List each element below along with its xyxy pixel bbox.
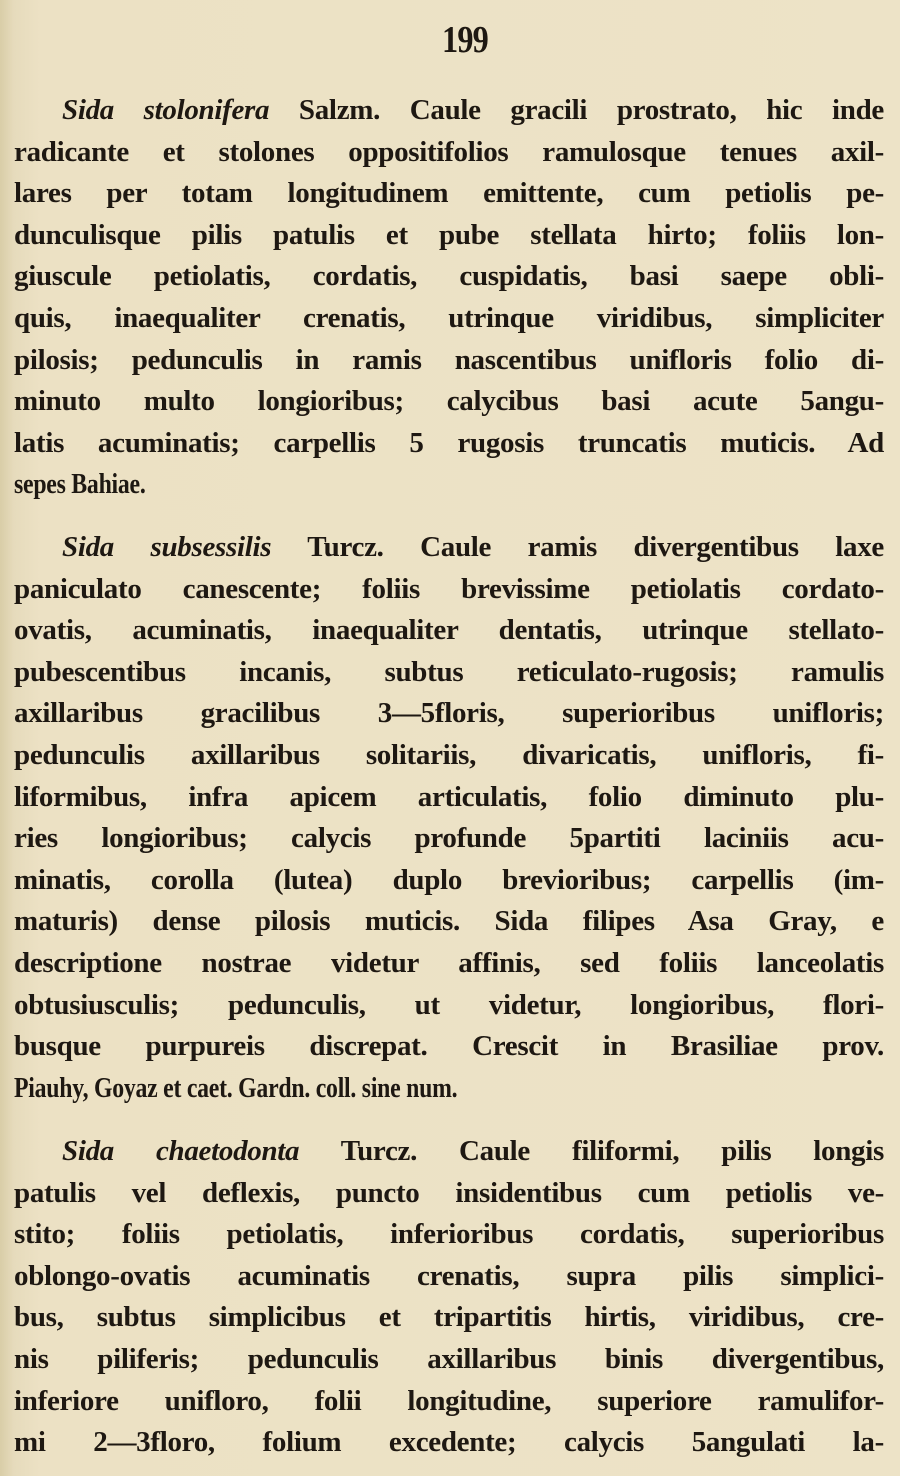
text-line: dunculisque pilis patulis et pube stellata hirto; foliis lon- [14, 218, 884, 251]
text-line: liformibus, infra apicem articulatis, folio diminuto plu- [14, 780, 884, 813]
text-line: ries longioribus; calycis profunde 5partiti laciniis acu- [14, 822, 884, 855]
text-line: paniculato canescente; foliis brevissime petiolatis cordato- [14, 572, 884, 605]
species-name: Sida subsessilis [62, 531, 272, 563]
text-line: giuscule petiolatis, cordatis, cuspidatis, basi saepe obli- [14, 260, 884, 293]
text-line: bus, subtus simplicibus et tripartitis hirtis, viridibus, cre- [14, 1301, 884, 1334]
text-line: stito; foliis petiolatis, inferioribus cordatis, superioribus [14, 1218, 884, 1251]
text-line: sepes Bahiae. [14, 468, 146, 501]
text-line: quis, inaequaliter crenatis, utrinque viridibus, simpliciter [14, 301, 884, 334]
text-line: ovatis, acuminatis, inaequaliter dentatis, utrinque stellato- [14, 614, 884, 647]
text-line: minatis, corolla (lutea) duplo brevioribus; carpellis (im- [14, 863, 884, 896]
text-line: maturis) dense pilosis muticis. Sida filipes Asa Gray, e [14, 905, 884, 938]
text-line: patulis vel deflexis, puncto insidentibus cum petiolis ve- [14, 1176, 884, 1209]
entry-sida-stolonifera [14, 90, 884, 506]
page-number: 199 [442, 19, 488, 61]
text-line: mi 2—3floro, folium excedente; calycis 5angulati la- [14, 1426, 884, 1459]
text-line: pubescentibus incanis, subtus reticulato-rugosis; ramulis [14, 655, 884, 688]
text-line: inferiore unifloro, folii longitudine, superiore ramulifor- [14, 1384, 884, 1417]
text-line: obtusiusculis; pedunculis, ut videtur, longioribus, flori- [14, 988, 884, 1021]
text-line: lares per totam longitudinem emittente, cum petiolis pe- [14, 177, 884, 210]
text-line: descriptione nostrae videtur affinis, sed foliis lanceolatis [14, 946, 884, 979]
text-line: busque purpureis discrepat. Crescit in Brasiliae prov. [14, 1030, 884, 1063]
text-line: radicante et stolones oppositifolios ramulosque tenues axil- [14, 135, 884, 168]
text-line: Sida stolonifera Salzm. Caule gracili prostrato, hic inde [62, 94, 884, 126]
entry-sida-chaetodonta [14, 1131, 884, 1464]
text-line: latis acuminatis; carpellis 5 rugosis truncatis muticis. Ad [14, 426, 884, 459]
text-line: pilosis; pedunculis in ramis nascentibus unifloris folio di- [14, 343, 884, 376]
text-line: axillaribus gracilibus 3—5floris, superioribus unifloris; [14, 697, 884, 730]
text-line: oblongo-ovatis acuminatis crenatis, supra pilis simplici- [14, 1259, 884, 1292]
text-line: minuto multo longioribus; calycibus basi acute 5angu- [14, 385, 884, 418]
text-line: Sida chaetodonta Turcz. Caule filiformi, pilis longis [62, 1135, 885, 1167]
text-line: nis piliferis; pedunculis axillaribus binis divergentibus, [14, 1342, 884, 1375]
species-name: Sida stolonifera [62, 94, 270, 126]
species-name: Sida chaetodonta [62, 1135, 300, 1167]
text-line: Piauhy, Goyaz et caet. Gardn. coll. sine num. [14, 1071, 458, 1104]
text-line: pedunculis axillaribus solitariis, divaricatis, unifloris, fi- [14, 738, 884, 771]
entry-sida-subsessilis [14, 527, 884, 1109]
text-line: Sida subsessilis Turcz. Caule ramis divergentibus laxe [62, 531, 884, 563]
